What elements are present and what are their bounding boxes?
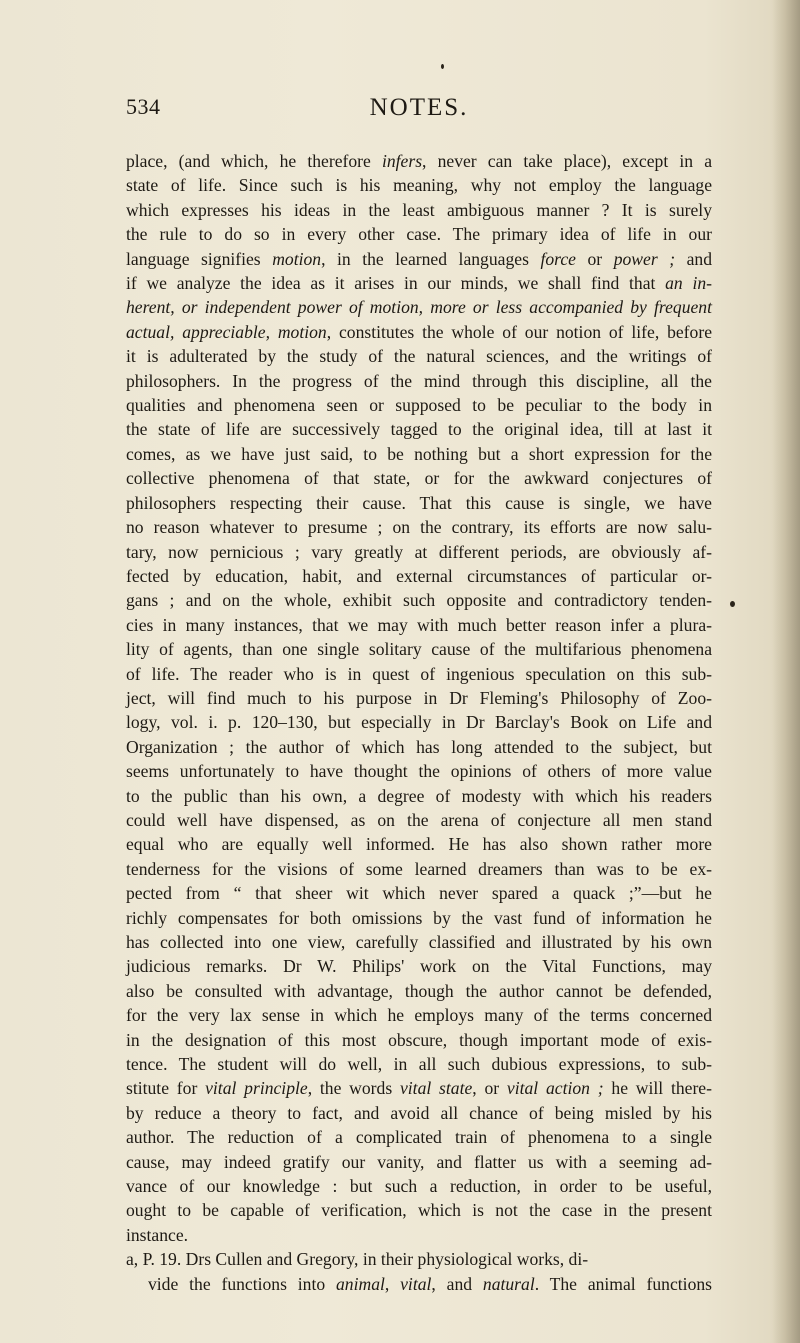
text-run: for the very lax sense in which he employs many of the terms concerned [126,1005,712,1026]
text-line [126,173,712,197]
text-line [126,979,712,1003]
text-run: ought to be capable of verification, which is not the case in the present [126,1200,712,1221]
italic-text-run: power ; [613,248,676,269]
text-run: author. The reduction of a complicated train of phenomena to a single [126,1127,712,1148]
text-line [126,759,712,783]
ink-speck [730,601,735,607]
text-run: , constitutes the whole of our notion of life, before [326,321,713,342]
text-run: Organization ; the author of which has long attended to the subject, but [126,736,712,757]
text-line [126,1223,712,1247]
text-line [126,1198,712,1222]
text-line [126,1125,712,1149]
text-run: . The animal functions [534,1273,713,1294]
italic-text-run: actual, appreciable, motion [126,321,327,342]
italic-text-run: animal [336,1273,385,1294]
text-run: also be consulted with advantage, though the author cannot be defended, [126,980,712,1001]
text-run: state of life. Since such is his meaning, why not employ the language [126,175,712,196]
text-run: vance of our knowledge : but such a reduction, in order to be useful, [126,1176,712,1197]
text-run: , the words [307,1078,400,1099]
text-line [126,540,712,564]
text-line [126,857,712,881]
text-run: and [675,248,713,269]
text-line [126,784,712,808]
italic-text-run: infers [381,151,423,171]
page-header [126,94,712,134]
text-line [126,1028,712,1052]
text-run: philosophers respecting their cause. That this cause is single, we have [126,492,712,513]
text-line [126,369,712,393]
text-line [126,149,712,173]
italic-text-run: natural [482,1273,535,1294]
text-run: logy, vol. i. p. 120–130, but especially in Dr Barclay's Book on Life and [126,712,712,733]
text-line [126,1076,712,1100]
text-line [126,881,712,905]
text-line [126,662,712,686]
notes-body-text [126,149,712,1296]
italic-text-run: vital principle [205,1078,308,1099]
text-line [126,295,712,319]
text-line [126,808,712,832]
italic-text-run: an in- [665,273,712,294]
text-run: the state of life are successively tagged to the original idea, till at last it [126,419,712,440]
text-run: language signifies [126,248,273,269]
text-run: which expresses his ideas in the least ambiguous manner ? It is surely [126,199,712,220]
text-run: gans ; and on the whole, exhibit such opposite and contradictory tenden- [126,590,712,611]
text-line [126,1101,712,1125]
text-run: ject, will find much to his purpose in Dr Fleming's Philosophy of Zoo- [126,687,712,708]
text-line [126,515,712,539]
text-run: cies in many instances, that we may with much better reason infer a plura- [126,614,712,635]
text-run: seems unfortunately to have thought the opinions of others of more value [126,761,712,782]
text-line [126,1247,712,1271]
text-line [126,906,712,930]
text-line [126,222,712,246]
text-line [126,1003,712,1027]
text-line [126,954,712,978]
text-line [126,686,712,710]
text-run: no reason whatever to presume ; on the contrary, its efforts are now salu- [126,517,712,538]
text-line [126,320,712,344]
text-line [126,247,712,271]
text-line [126,832,712,856]
text-run: cause, may indeed gratify our vanity, and flatter us with a seeming ad- [126,1151,712,1172]
text-run: , [384,1273,401,1294]
text-run: the rule to do so in every other case. The primary idea of life in our [126,224,712,245]
text-run: it is adulterated by the study of the natural sciences, and the writings of [126,346,712,367]
text-line [126,344,712,368]
text-run: judicious remarks. Dr W. Philips' work on the Vital Functions, may [126,956,712,977]
text-line [126,393,712,417]
text-run: vide the functions into [148,1273,336,1294]
text-run: equal who are equally well informed. He has also shown rather more [126,834,712,855]
text-line [126,1150,712,1174]
text-line [126,1052,712,1076]
italic-text-run: force [540,248,576,269]
text-run: comes, as we have just said, to be nothing but a short expression for the [126,443,712,464]
text-run: tary, now pernicious ; vary greatly at different periods, are obviously af- [126,541,712,562]
text-line [126,491,712,515]
text-run: stitute for [126,1078,206,1099]
text-run: in the designation of this most obscure, though important mode of exis- [126,1029,712,1050]
text-run: he will there- [603,1078,712,1099]
text-run: lity of agents, than one single solitary cause of the multifarious phenomena [126,639,712,660]
text-line [126,198,712,222]
text-line [126,735,712,759]
text-run: , and [431,1273,483,1294]
text-run: fected by education, habit, and external circumstances of particular or- [126,565,712,586]
text-run: of life. The reader who is in quest of ingenious speculation on this sub- [126,663,712,684]
text-line [126,1174,712,1198]
text-run: instance. [126,1224,189,1245]
text-run: tenderness for the visions of some learned dreamers than was to be ex- [126,858,712,879]
running-title: NOTES. [369,94,469,121]
text-line [126,417,712,441]
text-run: has collected into one view, carefully classified and illustrated by his own [126,932,712,952]
text-line [126,588,712,612]
text-line [126,710,712,734]
italic-text-run: motion [272,248,322,269]
italic-text-run: herent, or independent power of motion, more or less accompanied by frequent [126,297,712,318]
text-line [126,442,712,466]
text-run: collective phenomena of that state, or for the awkward conjectures of [126,468,712,489]
text-line [126,466,712,490]
text-run: , or [472,1078,507,1099]
text-run: pected from “ that sheer wit which never spared a quack ;”—but he [126,883,712,904]
page-binding-shadow [772,0,800,1343]
text-run: tence. The student will do well, in all such dubious expressions, to sub- [126,1054,712,1075]
italic-text-run: vital state [399,1078,473,1099]
text-run: could well have dispensed, as on the arena of conjecture all men stand [126,809,712,830]
text-run: philosophers. In the progress of the mind through this discipline, all the [126,370,712,391]
page-number: 534 [126,94,161,119]
text-run: if we analyze the idea as it arises in our minds, we shall find that [126,273,666,294]
italic-text-run: vital [400,1273,432,1294]
text-run: place, (and which, he therefore [126,151,382,171]
text-run: , in the learned languages [321,248,541,269]
text-line [126,637,712,661]
text-line [126,1272,712,1296]
italic-text-run: vital action ; [506,1078,604,1099]
text-run: , never can take place), except in a [422,151,712,171]
text-run: richly compensates for both omissions by the vast fund of information he [126,907,712,928]
text-run: a, P. 19. Drs Cullen and Gregory, in their physiological works, di- [126,1249,589,1270]
text-line [126,930,712,954]
text-run: qualities and phenomena seen or supposed to be peculiar to the body in [126,395,712,416]
text-run: to the public than his own, a degree of modesty with which his readers [126,785,712,806]
text-run: or [575,248,614,269]
text-line [126,271,712,295]
text-line [126,564,712,588]
text-line [126,613,712,637]
text-run: by reduce a theory to fact, and avoid all chance of being misled by his [126,1102,712,1123]
ink-speck [441,64,444,69]
